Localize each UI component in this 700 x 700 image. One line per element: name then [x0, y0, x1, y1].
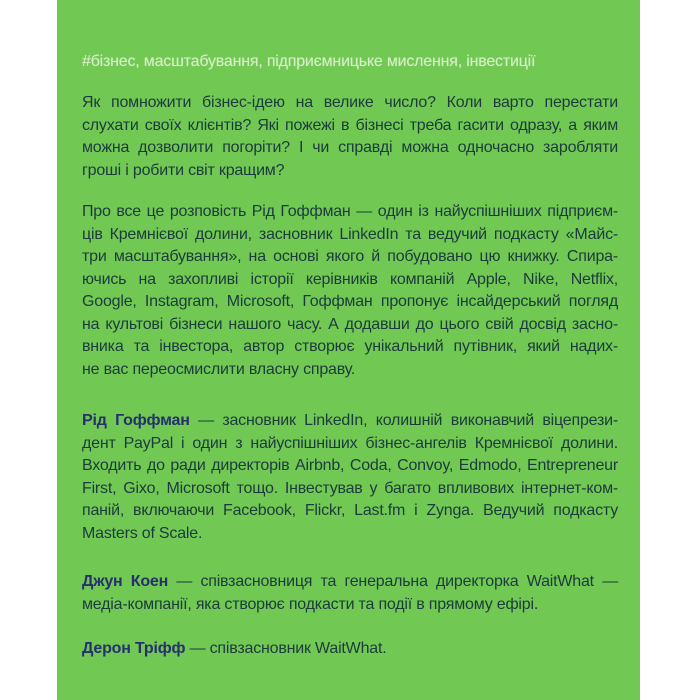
book-back-cover — [57, 0, 640, 700]
paragraph-book-description — [82, 201, 618, 381]
text-line: ючись на захопливі історії керівників компаній Apple, Nike, Netflix, — [82, 270, 618, 288]
paragraph-bio-deron-triff — [82, 638, 618, 661]
paragraph-intro-questions — [82, 92, 618, 182]
text-line: на культові бізнеси нашого часу. А додавши до цього свій досвід засно- — [82, 315, 618, 333]
text-line: три масштабування», на основі якого й побудовано цю книжку. Спира- — [82, 248, 618, 265]
text-line: First, Gixo, Microsoft тощо. Інвестував у багато впливових інтернет-ком- — [82, 479, 618, 497]
text-line: Як помножити бізнес-ідею на велике число? Коли варто перестати — [82, 94, 618, 111]
text-line: Дерон Тріфф — співзасновник WaitWhat. — [82, 640, 387, 657]
text-line: дент PayPal і один з найуспішніших бізнес-ангелів Кремнієвої долини. — [82, 434, 618, 452]
text-line: Google, Instagram, Microsoft, Гоффман пропонує інсайдерський погляд — [82, 293, 618, 310]
hashtag-tagline: #бізнес, масштабування, підприємницьке мислення, інвестиції — [82, 53, 536, 70]
text-line: слухати своїх клієнтів? Які пожежі в бізнесі треба гасити одразу, а яким — [82, 116, 618, 134]
text-line: ців Кремнієвої долини, засновник LinkedIn та ведучий подкасту «Майс- — [82, 225, 618, 243]
paragraph-bio-rid-hoffman — [82, 410, 618, 545]
person-name: Дерон Тріфф — [82, 640, 186, 657]
text-line: не вас переосмислити власну справу. — [82, 360, 356, 378]
text-line: Masters of Scale. — [82, 524, 203, 542]
text-line: вника та інвестора, автор створює унікальний путівник, який надих- — [82, 338, 618, 355]
person-name: Рід Гоффман — [82, 412, 190, 429]
cover-text — [82, 92, 618, 661]
text-line: Рід Гоффман — засновник LinkedIn, колишній виконавчий віцепрези- — [82, 412, 619, 429]
text-line: гроші і робити світ кращим? — [82, 161, 285, 179]
text-line: Про все це розповість Рід Гоффман — один із найуспішніших підприєм- — [82, 203, 618, 220]
text-line: Входить до ради директорів Airbnb, Coda, Convoy, Edmodo, Entrepreneur — [82, 457, 618, 474]
text-line: медіа-компанії, яка створює подкасти та події в прямому ефірі. — [82, 595, 539, 613]
text-line: Джун Коен — співзасновниця та генеральна директорка WaitWhat — — [82, 573, 618, 590]
paragraph-bio-dzhun-koen — [82, 571, 618, 616]
person-name: Джун Коен — [82, 573, 169, 590]
text-line: можна дозволити погоріти? І чи справді можна одночасно заробляти — [82, 139, 618, 156]
text-line: паній, включаючи Facebook, Flickr, Last.fm і Zynga. Ведучий подкасту — [82, 502, 618, 519]
